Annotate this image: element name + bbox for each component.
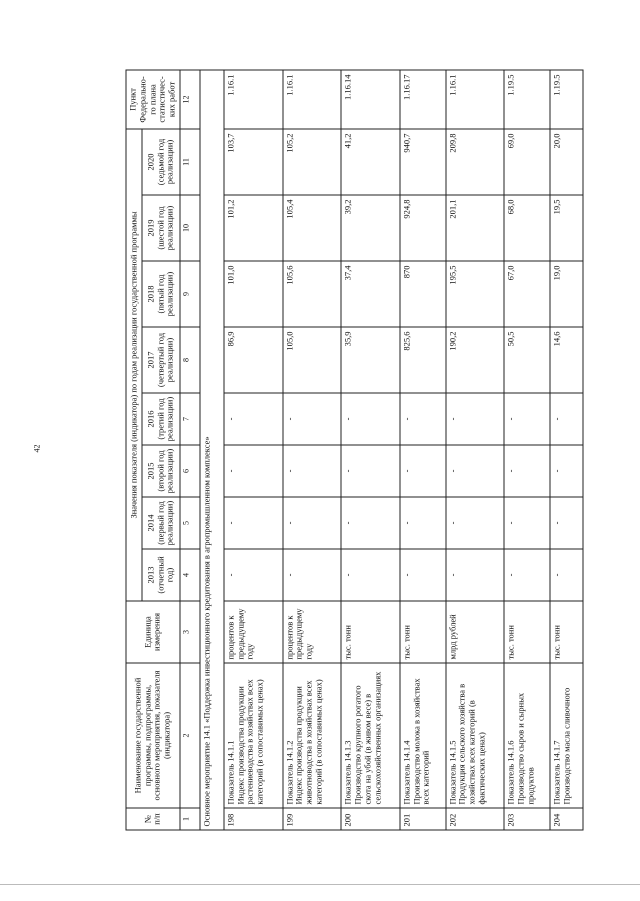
indicator-description: Производство молока в хозяйствах всех категорий bbox=[411, 677, 431, 804]
indicator-description: Продукция сельского хозяйства в хозяйствах всех категорий (в фактических ценах) bbox=[456, 683, 487, 804]
row-value: 105,0 bbox=[283, 327, 342, 393]
row-value: 195,5 bbox=[446, 261, 505, 327]
row-plan-point: 1.16.1 bbox=[283, 69, 342, 128]
header-year-2014: 2014 (первый год реализации) bbox=[142, 497, 180, 549]
row-value: - bbox=[283, 445, 342, 497]
row-number: 201 bbox=[400, 808, 446, 830]
row-value: 41,2 bbox=[341, 128, 400, 194]
row-value: - bbox=[400, 497, 446, 549]
row-unit: тыс. тонн bbox=[400, 601, 446, 663]
row-value: 940,7 bbox=[400, 128, 446, 194]
row-value: - bbox=[400, 393, 446, 445]
row-value: 68,0 bbox=[504, 195, 550, 261]
row-value: - bbox=[341, 497, 400, 549]
row-unit: процентов к предыдущему году bbox=[283, 601, 342, 663]
page-number: 42 bbox=[32, 444, 42, 453]
row-value: - bbox=[504, 445, 550, 497]
table-row bbox=[341, 69, 400, 829]
column-index: 7 bbox=[180, 393, 200, 445]
indicator-label: Показатель 14.1.1 bbox=[225, 739, 236, 804]
row-value: 35,9 bbox=[341, 327, 400, 393]
indicator-description: Производство масла сливочного bbox=[561, 687, 572, 804]
row-indicator-name bbox=[224, 663, 283, 808]
row-value: - bbox=[550, 393, 583, 445]
column-index: 8 bbox=[180, 327, 200, 393]
section-title: Основное мероприятие 14.1 «Поддержка инвестиционного кредитования в агропромышленном комплексе» bbox=[200, 69, 224, 829]
indicator-rows bbox=[224, 69, 583, 829]
row-value: 20,0 bbox=[550, 128, 583, 194]
row-number: 204 bbox=[550, 808, 583, 830]
row-plan-point: 1.16.1 bbox=[446, 69, 505, 128]
column-index: 4 bbox=[180, 549, 200, 601]
row-value: - bbox=[550, 497, 583, 549]
indicator-table-sheet bbox=[126, 70, 579, 830]
table-row bbox=[504, 69, 550, 829]
row-value: - bbox=[224, 497, 283, 549]
header-year-2020: 2020 (седьмой год реализации) bbox=[142, 128, 180, 194]
indicator-description: Производство сыров и сырных продуктов bbox=[515, 692, 536, 804]
header-plan-point: Пункт Федерально-го плана статистичес-ких работ bbox=[126, 69, 180, 128]
row-value: 825,6 bbox=[400, 327, 446, 393]
row-unit: млрд рублей bbox=[446, 601, 505, 663]
row-value: 86,9 bbox=[224, 327, 283, 393]
table-row bbox=[283, 69, 342, 829]
header-row-top bbox=[126, 69, 142, 829]
row-value: - bbox=[341, 549, 400, 601]
row-unit: тыс. тонн bbox=[550, 601, 583, 663]
header-year-2018: 2018 (пятый год реализации) bbox=[142, 261, 180, 327]
row-plan-point: 1.19.5 bbox=[550, 69, 583, 128]
row-value: 67,0 bbox=[504, 261, 550, 327]
row-value: - bbox=[341, 445, 400, 497]
column-index-row bbox=[180, 69, 200, 829]
column-index: 6 bbox=[180, 445, 200, 497]
row-value: - bbox=[400, 445, 446, 497]
row-indicator-name bbox=[446, 663, 505, 808]
header-year-2015: 2015 (второй год реализации) bbox=[142, 445, 180, 497]
column-index: 3 bbox=[180, 601, 200, 663]
row-value: 37,4 bbox=[341, 261, 400, 327]
row-value: 201,1 bbox=[446, 195, 505, 261]
row-unit: тыс. тонн bbox=[504, 601, 550, 663]
row-number: 199 bbox=[283, 808, 342, 830]
row-value: 14,6 bbox=[550, 327, 583, 393]
row-value: - bbox=[224, 549, 283, 601]
row-value: 101,0 bbox=[224, 261, 283, 327]
column-index: 2 bbox=[180, 663, 200, 808]
header-year-2016: 2016 (третий год реализации) bbox=[142, 393, 180, 445]
row-value: 105,2 bbox=[283, 128, 342, 194]
indicator-description: Индекс производства продукции животноводства в хозяйствах всех категорий (в сопоставимых ценах) bbox=[293, 678, 324, 804]
row-value: 103,7 bbox=[224, 128, 283, 194]
row-value: 190,2 bbox=[446, 327, 505, 393]
row-value: - bbox=[446, 549, 505, 601]
row-value: 19,0 bbox=[550, 261, 583, 327]
row-value: 69,0 bbox=[504, 128, 550, 194]
table-row bbox=[550, 69, 583, 829]
row-value: 19,5 bbox=[550, 195, 583, 261]
row-value: - bbox=[400, 549, 446, 601]
row-value: 105,4 bbox=[283, 195, 342, 261]
indicator-label: Показатель 14.1.5 bbox=[447, 739, 458, 804]
row-number: 200 bbox=[341, 808, 400, 830]
indicator-label: Показатель 14.1.7 bbox=[551, 739, 562, 804]
indicator-label: Показатель 14.1.2 bbox=[284, 739, 294, 804]
row-value: - bbox=[550, 445, 583, 497]
row-number: 198 bbox=[224, 808, 283, 830]
header-num: № п/п bbox=[126, 808, 180, 830]
row-value: - bbox=[550, 549, 583, 601]
row-value: - bbox=[504, 497, 550, 549]
indicator-description: Производство крупного рогатого скота на убой (в живом весе) в сельскохозяйственных организациях bbox=[352, 671, 382, 804]
row-value: 105,6 bbox=[283, 261, 342, 327]
row-plan-point: 1.16.14 bbox=[341, 69, 400, 128]
column-index: 10 bbox=[180, 195, 200, 261]
row-value: - bbox=[504, 549, 550, 601]
header-year-2017: 2017 (четвертый год реализации) bbox=[142, 327, 180, 393]
row-unit: тыс. тонн bbox=[341, 601, 400, 663]
row-value: 39,2 bbox=[341, 195, 400, 261]
header-name: Наименование государственной программы, подпрограммы, основного мероприятия, показателя (индикатора) bbox=[126, 663, 180, 808]
row-value: 870 bbox=[400, 261, 446, 327]
row-value: - bbox=[446, 393, 505, 445]
row-value: 209,8 bbox=[446, 128, 505, 194]
row-plan-point: 1.16.1 bbox=[224, 69, 283, 128]
indicator-table bbox=[126, 69, 584, 830]
row-value: - bbox=[504, 393, 550, 445]
table-row bbox=[446, 69, 505, 829]
section-row bbox=[200, 69, 224, 829]
column-index: 12 bbox=[180, 69, 200, 128]
column-index: 1 bbox=[180, 808, 200, 830]
row-indicator-name bbox=[283, 663, 342, 808]
row-number: 203 bbox=[504, 808, 550, 830]
row-unit: процентов к предыдущему году bbox=[224, 601, 283, 663]
row-value: - bbox=[224, 445, 283, 497]
row-value: - bbox=[283, 497, 342, 549]
row-indicator-name bbox=[550, 663, 583, 808]
indicator-description: Индекс производства продукции растениеводства в хозяйствах всех категорий (в сопоставимых ценах) bbox=[235, 678, 265, 804]
row-indicator-name bbox=[341, 663, 400, 808]
header-unit: Единица измерения bbox=[126, 601, 180, 663]
header-values-group: Значения показателя (индикатора) по годам реализации государственной программы bbox=[126, 128, 142, 600]
row-plan-point: 1.16.17 bbox=[400, 69, 446, 128]
column-index: 11 bbox=[180, 128, 200, 194]
row-plan-point: 1.19.5 bbox=[504, 69, 550, 128]
row-number: 202 bbox=[446, 808, 505, 830]
column-index: 5 bbox=[180, 497, 200, 549]
row-value: - bbox=[283, 549, 342, 601]
column-index: 9 bbox=[180, 261, 200, 327]
table-row bbox=[224, 69, 283, 829]
row-value: - bbox=[341, 393, 400, 445]
page-bottom-rule bbox=[0, 884, 640, 885]
row-value: 101,2 bbox=[224, 195, 283, 261]
row-value: 50,5 bbox=[504, 327, 550, 393]
row-value: 924,8 bbox=[400, 195, 446, 261]
row-indicator-name bbox=[504, 663, 550, 808]
row-value: - bbox=[446, 445, 505, 497]
header-year-2013: 2013 (отчетный год) bbox=[142, 549, 180, 601]
indicator-label: Показатель 14.1.3 bbox=[342, 739, 353, 804]
indicator-label: Показатель 14.1.4 bbox=[401, 739, 412, 804]
row-indicator-name bbox=[400, 663, 446, 808]
row-value: - bbox=[224, 393, 283, 445]
row-value: - bbox=[446, 497, 505, 549]
row-value: - bbox=[283, 393, 342, 445]
header-year-2019: 2019 (шестой год реализации) bbox=[142, 195, 180, 261]
table-row bbox=[400, 69, 446, 829]
indicator-label: Показатель 14.1.6 bbox=[505, 739, 516, 804]
